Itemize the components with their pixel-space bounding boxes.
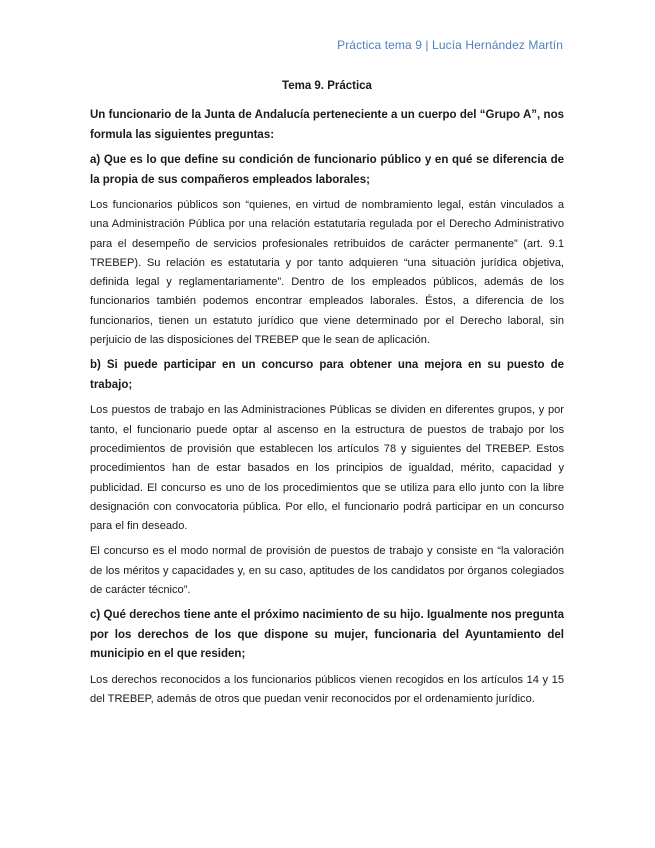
answer-a: Los funcionarios públicos son “quienes, en virtud de nombramiento legal, están vinculados a una Administración Pública por una relación estatutaria regulada por el Derecho Administrativo para el desempeño de servicios profesionales retribuidos de carácter permanente” (art. 9.1 TREBEP). Su relación es estatutaria y por tanto adquieren “una situación jurídica objetiva, definida legal y reglamentariamente”. Dentro de los empleados públicos, además de los funcionarios también podemos encontrar empleados laborales. Éstos, a diferencia de los funcionarios, tienen un estatuto jurídico que viene determinado por el Derecho laboral, sin perjuicio de las disposiciones del TREBEP que le sean de aplicación. [90, 199, 564, 347]
document-title: Tema 9. Práctica [282, 80, 372, 92]
question-c: c) Qué derechos tiene ante el próximo nacimiento de su hijo. Igualmente nos pregunta por los derechos de los que dispone su mujer, funcionaria del Ayuntamiento del municipio en el que residen; [90, 609, 564, 661]
question-a: a) Que es lo que define su condición de funcionario público y en qué se diferencia de la propia de sus compañeros empleados laborales; [90, 154, 564, 186]
question-b: b) Si puede participar en un concurso para obtener una mejora en su puesto de trabajo; [90, 359, 564, 391]
running-header: Práctica tema 9 | Lucía Hernández Martín [337, 38, 563, 52]
answer-b-paragraph-2: El concurso es el modo normal de provisión de puestos de trabajo y consiste en “la valoración de los méritos y capacidades y, en su caso, aptitudes de los candidatos por órganos colegiados de carácter técnico”. [90, 545, 564, 597]
intro-paragraph: Un funcionario de la Junta de Andalucía perteneciente a un cuerpo del “Grupo A”, nos formula las siguientes preguntas: [90, 109, 564, 141]
answer-b-paragraph-1: Los puestos de trabajo en las Administraciones Públicas se dividen en diferentes grupos, y por tanto, el funcionario puede optar al ascenso en la estructura de puestos de trabajo por los procedimientos de provisión que establecen los artículos 78 y siguientes del TREBEP. Estos procedimientos han de estar basados en los principios de igualdad, mérito, capacidad y publicidad. El concurso es uno de los procedimientos que se utiliza para ello junto con la libre designación con convocatoria pública. Por ello, el funcionario podrá participar en un concurso para el fin deseado. [90, 404, 564, 533]
document-body [90, 80, 564, 715]
answer-c: Los derechos reconocidos a los funcionarios públicos vienen recogidos en los artículos 14 y 15 del TREBEP, además de otros que puedan venir reconocidos por el ordenamiento jurídico. [90, 673, 564, 706]
